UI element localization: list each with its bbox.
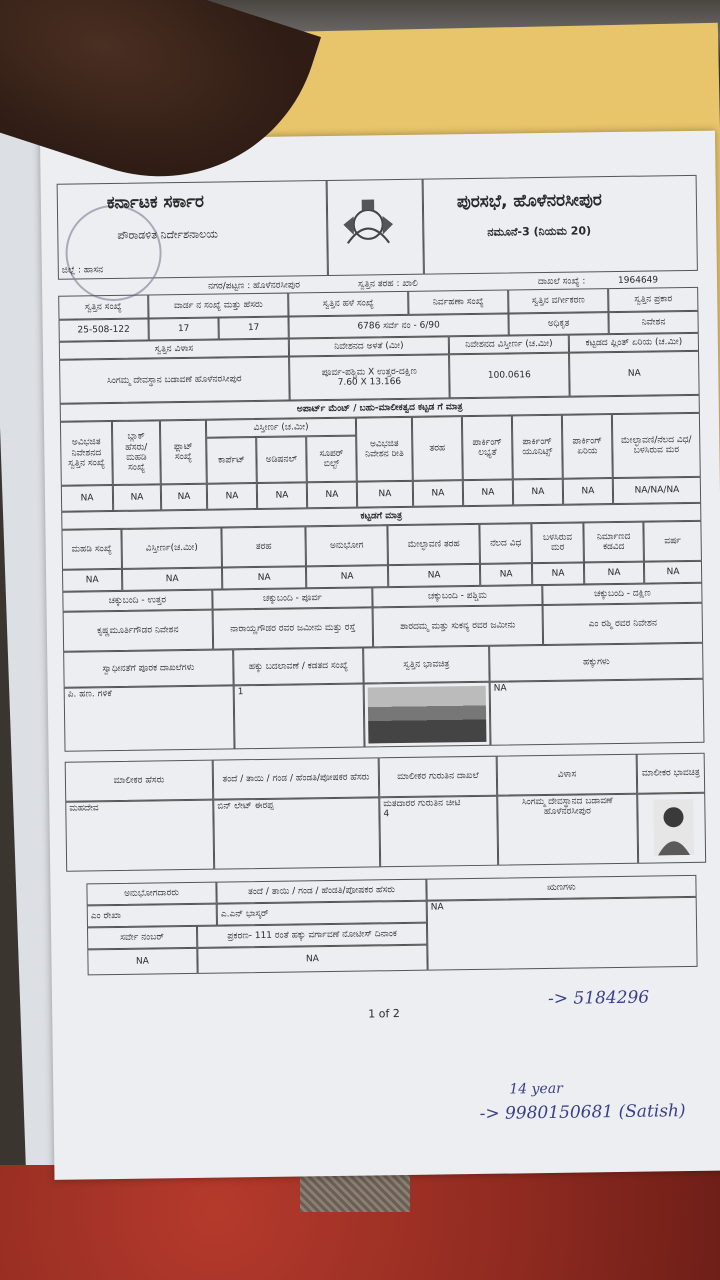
- property-form-sheet: [40, 131, 720, 1180]
- bld-header-6: ನೆಲದ ವಿಧ: [479, 523, 532, 564]
- measure-value: 7.60 X 13.166: [337, 376, 402, 388]
- bld-value-7: NA: [532, 562, 584, 585]
- notice-date-header: ಪ್ರಕರಣ- 111 ರಂತೆ ಹಕ್ಕು ವರ್ಗಾವಣೆ ನೋಟೀಸ್ ದಿನಾಂಕ: [197, 923, 427, 948]
- apt-header-7: ಅವಿಭಜಿತ ನಿವೇಶನ ರೀತಿ: [356, 417, 413, 482]
- bld-header-8: ನಿರ್ಮಾಣದ ಕಡವಿದ: [583, 522, 644, 563]
- apt-header-11: ಪಾರ್ಕಿಂಗ್ ಏರಿಯ: [562, 414, 613, 479]
- occupant-parent-header: ತಂದೆ / ತಾಯಿ / ಗಂಡ / ಹೆಂಡತಿ/ಪೋಷಕರ ಹೆಸರು: [216, 879, 426, 904]
- ward-name-value: 17: [218, 317, 288, 340]
- property-photo-header: ಸ್ವತ್ತಿನ ಭಾವಚಿತ್ರ: [363, 646, 489, 684]
- owner-id-cell: [379, 796, 498, 868]
- form-number: ನಮೂನೆ-3 (ನಿಯಮ 20): [487, 224, 592, 239]
- page-number: 1 of 2: [368, 1007, 400, 1021]
- bld-value-5: NA: [388, 564, 480, 587]
- apt-value-5: NA: [257, 482, 307, 509]
- bld-value-8: NA: [584, 562, 644, 585]
- handwritten-phone: -> 9980150681 (Satish): [479, 1101, 686, 1124]
- rights-value: NA: [490, 679, 705, 746]
- classification-header: ಸ್ವತ್ತಿನ ವರ್ಗೀಕರಣ: [508, 288, 608, 313]
- apt-value-3: NA: [161, 484, 207, 511]
- apt-value-8: NA: [413, 480, 463, 507]
- record-number: 1964649: [617, 275, 659, 286]
- apt-header-2: ಬ್ಲಾಕ್ ಹೆಸರು/ ಮಹಡಿ ಸಂಖ್ಯೆ: [112, 420, 161, 485]
- occupant-header: ಅನುಭೋಗದಾರರು: [86, 882, 216, 906]
- property-type-label: ಸ್ವತ್ತಿನ ತರಹ : ಖಾಲಿ: [357, 278, 418, 290]
- type-header: ಸ್ವತ್ತಿನ ಪ್ರಕಾರ: [608, 287, 698, 312]
- building-title: ಕಟ್ಟಡಗೆ ಮಾತ್ರ: [61, 503, 701, 530]
- boundary-west-value: ಶಾರದಮ್ಮ ಮತ್ತು ಸುಕನ್ಯ ರವರ ಜಮೀನು: [373, 605, 544, 647]
- survey-no-header: ಸರ್ವೇ ನಂಬರ್: [87, 926, 197, 950]
- property-no-value: 25-508-122: [59, 319, 149, 342]
- apt-value-2: NA: [113, 484, 161, 511]
- owner-parent-header: ತಂದೆ / ತಾಯಿ / ಗಂಡ / ಹೆಂಡತಿ/ಪೋಷಕರ ಹೆಸರು: [213, 757, 380, 799]
- owner-id-no: 4: [383, 809, 390, 820]
- file-no-header: ಹಕ್ಕು ಬದಲಾವಣೆ / ಕಡತದ ಸಂಖ್ಯೆ: [233, 648, 363, 686]
- bld-value-2: NA: [122, 568, 222, 591]
- boundary-west-header: ಚಕ್ಕುಬಂದಿ - ಪಶ್ಚಿಮ: [372, 585, 542, 607]
- owner-name-header: ಮಾಲೀಕರ ಹೆಸರು: [65, 760, 214, 802]
- owner-id-header: ಮಾಲೀಕರ ಗುರುತಿನ ದಾಖಲೆ: [379, 756, 498, 798]
- debts-header: ಋಣಗಳು: [426, 875, 696, 901]
- classification-value: ಅಧಿಕೃತ: [508, 312, 608, 335]
- owner-name-value: ಮಹದೇವ: [65, 800, 214, 872]
- karnataka-emblem-icon: [337, 193, 400, 256]
- apt-value-10: NA: [513, 479, 563, 506]
- owner-id-doc: ಮತದಾರರ ಗುರುತಿನ ಚೀಟಿ: [383, 798, 461, 810]
- apt-header-5: ಅಡಿಷನಲ್: [256, 436, 307, 483]
- ward-header: ವಾರ್ಡ ನ ಸಂಖ್ಯೆ ಮತ್ತು ಹೆಸರು: [148, 293, 288, 319]
- apartment-title: ಅಪಾರ್ಟ್ ಮೆಂಟ್ / ಬಹು-ಮಾಲೀಕತ್ವದ ಕಟ್ಟಡ ಗೆ ಮಾತ್ರ: [60, 395, 700, 422]
- notice-date-value: NA: [197, 945, 427, 974]
- apt-area-header: ವಿಸ್ತೀರ್ಣ (ಚ.ಮೀ): [206, 418, 356, 438]
- measure-header: ನಿವೇಶನದ ಅಳತೆ (ಮೀ): [289, 336, 449, 356]
- area-header: ನಿವೇಶನದ ವಿಸ್ತೀರ್ಣ (ಚ.ಮೀ): [449, 335, 569, 355]
- area-value: 100.0616: [449, 353, 570, 399]
- owner-address-value: ಸಿಂಗಮ್ಮ ದೇವಸ್ಥಾನದ ಬಡಾವಣೆ ಹೊಳೆನರಸೀಪುರ: [497, 794, 638, 866]
- apt-header-4: ಕಾರ್ಪೆಟ್: [206, 437, 257, 484]
- owner-photo-icon: [653, 799, 694, 856]
- owner-parent-value: ಬಿನ್ ಲೇಟ್ ಈರಪ್ಪ: [213, 797, 380, 869]
- municipality-name: ಪುರಸಭೆ, ಹೊಳೆನರಸೀಪುರ: [456, 190, 602, 213]
- bld-header-9: ವರ್ಷ: [643, 521, 702, 562]
- bld-header-2: ವಿಸ್ತೀರ್ಣ(ಚ.ಮೀ): [121, 528, 222, 569]
- address-header: ಸ್ವತ್ತಿನ ವಿಳಾಸ: [59, 339, 289, 360]
- ward-value: 17: [149, 318, 219, 341]
- apt-value-12: NA/NA/NA: [613, 477, 701, 504]
- boundary-north-value: ಕೃಷ್ಣಮೂರ್ತಿಗೌಡರ ನಿವೇಶನ: [63, 610, 214, 652]
- bld-header-5: ಮೇಲ್ಛಾವಣಿ ತರಹ: [387, 524, 480, 565]
- plinth-header: ಕಟ್ಟಡದ ಫ್ಲಿಂತ್ ಏರಿಯ (ಚ.ಮೀ): [569, 333, 699, 353]
- town-label: ನಗರ/ಪಟ್ಟಣ : ಹೊಳೆನರಸೀಪುರ: [207, 280, 301, 292]
- docs-value: ಪಿ. ಹಣ. ಗಳಿಕೆ: [64, 685, 235, 751]
- bld-header-4: ಅನುಭೋಗ: [305, 525, 388, 566]
- apt-value-6: NA: [307, 482, 357, 509]
- department-name: ಪೌರಾಡಳಿತ ನಿರ್ದೇಶನಾಲಯ: [117, 227, 219, 242]
- apt-value-11: NA: [563, 478, 613, 505]
- owner-photo-header: ಮಾಲೀಕರ ಭಾವಚಿತ್ರ: [637, 753, 706, 794]
- apt-value-7: NA: [357, 481, 413, 508]
- plinth-value: NA: [569, 351, 700, 397]
- bld-value-3: NA: [222, 566, 306, 589]
- handwritten-number: -> 5184296: [547, 987, 650, 1009]
- bld-header-3: ತರಹ: [221, 526, 306, 567]
- property-photo-image: [368, 686, 487, 744]
- apt-value-9: NA: [463, 479, 513, 506]
- boundary-south-value: ಎಂ ರಶ್ಮಿ ರವರ ನಿವೇಶನ: [543, 603, 704, 645]
- apt-header-9: ಪಾರ್ಕಿಂಗ್ ಲಭ್ಯತೆ: [462, 415, 513, 480]
- old-no-header: ಸ್ವತ್ತಿನ ಹಳೆ ಸಂಖ್ಯೆ: [288, 291, 408, 317]
- type-value: ನಿವೇಶನ: [608, 311, 698, 334]
- bld-header-7: ಬಳಸಿರುವ ಮರ: [531, 522, 584, 563]
- apt-value-1: NA: [61, 485, 113, 512]
- bld-value-9: NA: [644, 561, 702, 584]
- admin-no-header: ನಿರ್ವಹಣಾ ಸಂಖ್ಯೆ: [408, 289, 508, 314]
- apt-header-12: ಮೇಲ್ಛಾವಣಿ/ನೆಲದ ವಿಧ/ಬಳಸಿರುವ ಮರ: [612, 413, 701, 478]
- owner-address-header: ವಿಳಾಸ: [497, 754, 638, 796]
- seal-stamp-icon: [65, 204, 162, 301]
- apt-header-10: ಪಾರ್ಕಿಂಗ್ ಯೂನಿಟ್ಸ್: [512, 415, 563, 480]
- bld-value-6: NA: [480, 563, 532, 586]
- docs-header: ಸ್ವಾಧೀನತೆಗೆ ಪೂರಕ ದಾಖಲೆಗಳು: [63, 649, 233, 687]
- apt-header-3: ಫ್ಲಾಟ್ ಸಂಖ್ಯೆ: [160, 420, 207, 485]
- rights-header: ಹಕ್ಕುಗಳು: [489, 643, 703, 682]
- apt-header-1: ಅವಿಭಜಿತ ನಿವೇಶನದ ಸ್ವತ್ತಿನ ಸಂಖ್ಯೆ: [60, 421, 113, 486]
- debts-value: NA: [427, 897, 698, 971]
- boundary-south-header: ಚಕ್ಕುಬಂದಿ - ದಕ್ಷಿಣ: [542, 583, 702, 605]
- apt-header-6: ಸೂಪರ್ ಬಿಲ್ಟ್: [306, 436, 357, 483]
- property-no-header: ಸ್ವತ್ತಿನ ಸಂಖ್ಯೆ: [58, 295, 148, 320]
- measure-label: ಪೂರ್ವ-ಪಶ್ಚಿಮ X ಉತ್ತರ-ದಕ್ಷಿಣ: [321, 366, 417, 378]
- boundary-north-header: ಚಕ್ಕುಬಂದಿ - ಉತ್ತರ: [62, 590, 212, 612]
- bld-header-1: ಮಹಡಿ ಸಂಖ್ಯೆ: [61, 529, 122, 570]
- measure-cell: [289, 354, 450, 400]
- gov-name: ಕರ್ನಾಟಕ ಸರ್ಕಾರ: [106, 191, 205, 214]
- boundary-east-header: ಚಕ್ಕುಬಂದಿ - ಪೂರ್ವ: [212, 587, 372, 609]
- bld-value-1: NA: [62, 569, 122, 592]
- survey-no-value: NA: [87, 948, 197, 976]
- apt-header-8: ತರಹ: [412, 416, 463, 481]
- occupant-parent: ಎ.ಎನ್ ಭಾಸ್ಕರ್: [217, 901, 427, 926]
- file-no-value: 1: [234, 684, 365, 750]
- record-number-label: ದಾಖಲೆ ಸಂಖ್ಯೆ :: [537, 276, 586, 288]
- district-label: ಜಿಲ್ಲೆ : ಹಾಸನ: [61, 265, 104, 276]
- address-value: ಸಿಂಗಮ್ಮ ದೇವಸ್ಥಾನ ಬಡಾವಣೆ ಹೊಳೆನರಸೀಪುರ: [59, 357, 290, 404]
- grey-cloth: [300, 1172, 410, 1212]
- occupant-name: ಎಂ ರೇಖಾ: [87, 904, 217, 928]
- bld-value-4: NA: [306, 565, 388, 588]
- boundary-east-value: ನಾರಾಯ್ಣಗೌಡರ ರವರ ಜಮೀನು ಮತ್ತು ರಸ್ತೆ: [213, 607, 374, 649]
- handwritten-note-age: 14 year: [509, 1080, 563, 1098]
- survey-value: 6786 ಸರ್ವೆ ನಂ - 6/90: [288, 313, 508, 338]
- apt-value-4: NA: [207, 483, 257, 510]
